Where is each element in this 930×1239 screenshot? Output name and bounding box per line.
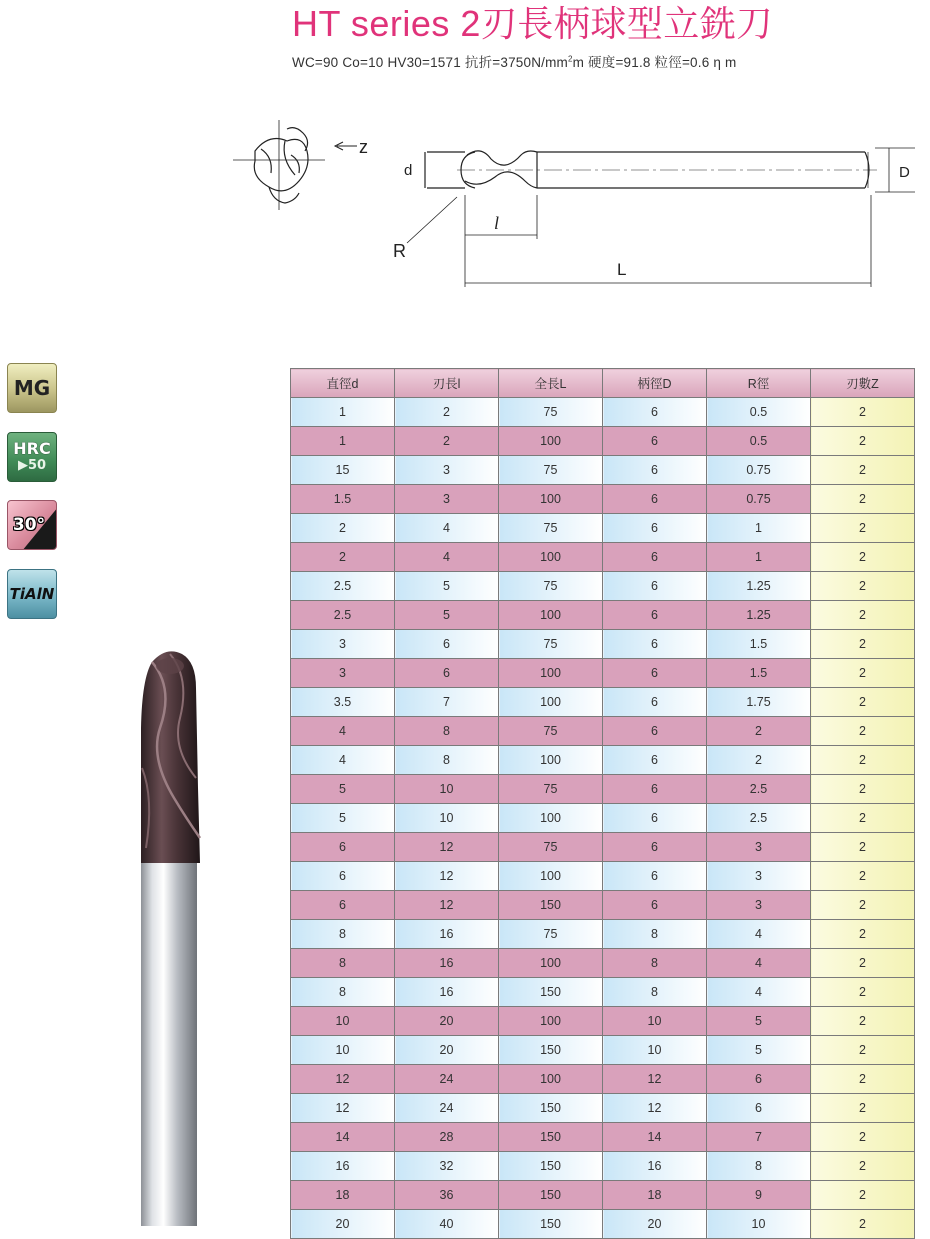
- shank-diameter-cell: 6: [603, 601, 707, 630]
- overall-length-cell: 100: [499, 659, 603, 688]
- flutes-cell: 2: [811, 833, 915, 862]
- end-mill-product-image: [130, 648, 210, 1228]
- column-header-shank-diameter: 柄徑D: [603, 369, 707, 398]
- hrc-badge-value: ▶50: [17, 458, 47, 473]
- overall-length-cell: 100: [499, 543, 603, 572]
- cutting-length-cell: 10: [395, 804, 499, 833]
- diameter-cell: 1: [291, 427, 395, 456]
- overall-length-cell: 150: [499, 891, 603, 920]
- table-row: [291, 1123, 915, 1152]
- cutting-length-cell: 16: [395, 978, 499, 1007]
- table-row: [291, 398, 915, 427]
- material-spec-line: [292, 51, 736, 71]
- flutes-cell: 2: [811, 427, 915, 456]
- shank-diameter-cell: 14: [603, 1123, 707, 1152]
- overall-length-cell: 150: [499, 1181, 603, 1210]
- overall-length-cell: 100: [499, 862, 603, 891]
- diameter-cell: 2.5: [291, 601, 395, 630]
- column-header-cutting-length: 刃長l: [395, 369, 499, 398]
- shank-diameter-cell: 6: [603, 746, 707, 775]
- radius-cell: 1: [707, 543, 811, 572]
- radius-cell: 4: [707, 978, 811, 1007]
- flutes-cell: 2: [811, 862, 915, 891]
- hrc-badge: [7, 432, 57, 482]
- diameter-cell: 12: [291, 1094, 395, 1123]
- flutes-cell: 2: [811, 514, 915, 543]
- material-spec-prefix: WC=90 Co=10 HV30=1571 抗折=3750N/mm: [292, 55, 568, 70]
- radius-cell: 0.5: [707, 427, 811, 456]
- table-row: [291, 630, 915, 659]
- radius-cell: 1.25: [707, 601, 811, 630]
- L-length-label: L: [617, 260, 627, 279]
- diameter-cell: 16: [291, 1152, 395, 1181]
- table-row: [291, 601, 915, 630]
- diameter-cell: 15: [291, 456, 395, 485]
- helix-angle-value: 30°: [12, 515, 46, 535]
- shank-diameter-cell: 6: [603, 543, 707, 572]
- material-spec-superscript: 2: [568, 54, 573, 64]
- overall-length-cell: 75: [499, 514, 603, 543]
- overall-length-cell: 100: [499, 1065, 603, 1094]
- diameter-cell: 1: [291, 398, 395, 427]
- radius-cell: 3: [707, 862, 811, 891]
- diameter-cell: 2: [291, 514, 395, 543]
- z-axis-label: z: [359, 137, 368, 157]
- cutting-length-cell: 16: [395, 920, 499, 949]
- cutting-length-cell: 20: [395, 1036, 499, 1065]
- shank-diameter-cell: 12: [603, 1065, 707, 1094]
- cutting-length-cell: 32: [395, 1152, 499, 1181]
- shank-diameter-cell: 18: [603, 1181, 707, 1210]
- cutting-length-cell: 7: [395, 688, 499, 717]
- flutes-cell: 2: [811, 920, 915, 949]
- radius-cell: 2.5: [707, 775, 811, 804]
- cutting-length-cell: 5: [395, 572, 499, 601]
- radius-cell: 2: [707, 746, 811, 775]
- diameter-cell: 10: [291, 1036, 395, 1065]
- shank-diameter-cell: 10: [603, 1036, 707, 1065]
- table-row: [291, 1036, 915, 1065]
- table-row: [291, 688, 915, 717]
- shank-diameter-cell: 6: [603, 630, 707, 659]
- flutes-cell: 2: [811, 1094, 915, 1123]
- shank-diameter-cell: 6: [603, 514, 707, 543]
- overall-length-cell: 100: [499, 949, 603, 978]
- flutes-cell: 2: [811, 775, 915, 804]
- flutes-cell: 2: [811, 804, 915, 833]
- flutes-cell: 2: [811, 1065, 915, 1094]
- table-row: [291, 1152, 915, 1181]
- shank-diameter-cell: 8: [603, 920, 707, 949]
- diameter-cell: 2.5: [291, 572, 395, 601]
- diameter-cell: 18: [291, 1181, 395, 1210]
- radius-cell: 3: [707, 833, 811, 862]
- cutting-length-cell: 8: [395, 746, 499, 775]
- flutes-cell: 2: [811, 659, 915, 688]
- overall-length-cell: 150: [499, 1094, 603, 1123]
- table-row: [291, 920, 915, 949]
- table-row: [291, 833, 915, 862]
- flutes-cell: 2: [811, 717, 915, 746]
- cutting-length-cell: 3: [395, 485, 499, 514]
- overall-length-cell: 150: [499, 1210, 603, 1239]
- diameter-cell: 8: [291, 949, 395, 978]
- overall-length-cell: 100: [499, 1007, 603, 1036]
- diameter-cell: 2: [291, 543, 395, 572]
- radius-cell: 1.25: [707, 572, 811, 601]
- d-dimension-label: d: [404, 162, 413, 179]
- overall-length-cell: 100: [499, 746, 603, 775]
- overall-length-cell: 150: [499, 978, 603, 1007]
- radius-cell: 0.5: [707, 398, 811, 427]
- overall-length-cell: 75: [499, 572, 603, 601]
- cutting-length-cell: 24: [395, 1065, 499, 1094]
- radius-cell: 2: [707, 717, 811, 746]
- radius-cell: 2.5: [707, 804, 811, 833]
- table-row: [291, 717, 915, 746]
- radius-cell: 5: [707, 1007, 811, 1036]
- overall-length-cell: 150: [499, 1036, 603, 1065]
- flutes-cell: 2: [811, 543, 915, 572]
- specification-table: [290, 368, 915, 1239]
- column-header-overall-length: 全長L: [499, 369, 603, 398]
- table-body: [291, 398, 915, 1239]
- cutting-length-cell: 6: [395, 659, 499, 688]
- radius-cell: 1.5: [707, 630, 811, 659]
- radius-cell: 1: [707, 514, 811, 543]
- cutting-length-cell: 10: [395, 775, 499, 804]
- diameter-cell: 12: [291, 1065, 395, 1094]
- diameter-cell: 3: [291, 659, 395, 688]
- shank-diameter-cell: 6: [603, 659, 707, 688]
- diameter-cell: 6: [291, 833, 395, 862]
- table-row: [291, 1094, 915, 1123]
- diameter-cell: 3: [291, 630, 395, 659]
- overall-length-cell: 75: [499, 920, 603, 949]
- shank-diameter-cell: 6: [603, 427, 707, 456]
- radius-cell: 1.5: [707, 659, 811, 688]
- flutes-cell: 2: [811, 1123, 915, 1152]
- table-row: [291, 862, 915, 891]
- radius-cell: 6: [707, 1094, 811, 1123]
- flutes-cell: 2: [811, 891, 915, 920]
- cutting-length-cell: 40: [395, 1210, 499, 1239]
- shank-diameter-cell: 6: [603, 485, 707, 514]
- diameter-cell: 8: [291, 920, 395, 949]
- cutting-length-cell: 16: [395, 949, 499, 978]
- material-spec-suffix: m 硬度=91.8 粒徑=0.6 η m: [572, 55, 737, 70]
- shank-diameter-cell: 16: [603, 1152, 707, 1181]
- radius-cell: 8: [707, 1152, 811, 1181]
- table-row: [291, 543, 915, 572]
- l-length-label: l: [494, 213, 500, 233]
- radius-cell: 5: [707, 1036, 811, 1065]
- shank-diameter-cell: 6: [603, 833, 707, 862]
- overall-length-cell: 150: [499, 1123, 603, 1152]
- page-title: HT series 2刃長柄球型立銑刀: [292, 3, 773, 44]
- side-view-drawing: [407, 148, 915, 287]
- flutes-cell: 2: [811, 485, 915, 514]
- column-header-flutes: 刃數Z: [811, 369, 915, 398]
- flutes-cell: 2: [811, 746, 915, 775]
- shank-diameter-cell: 6: [603, 862, 707, 891]
- table-row: [291, 659, 915, 688]
- shank-diameter-cell: 6: [603, 891, 707, 920]
- shank-diameter-cell: 6: [603, 775, 707, 804]
- flutes-cell: 2: [811, 1181, 915, 1210]
- cutting-length-cell: 12: [395, 862, 499, 891]
- table-row: [291, 1210, 915, 1239]
- end-view-drawing: [233, 120, 325, 210]
- cutting-length-cell: 8: [395, 717, 499, 746]
- flutes-cell: 2: [811, 1152, 915, 1181]
- overall-length-cell: 75: [499, 456, 603, 485]
- overall-length-cell: 100: [499, 601, 603, 630]
- flutes-cell: 2: [811, 688, 915, 717]
- table-row: [291, 949, 915, 978]
- radius-cell: 3: [707, 891, 811, 920]
- radius-cell: 9: [707, 1181, 811, 1210]
- diameter-cell: 1.5: [291, 485, 395, 514]
- flutes-cell: 2: [811, 456, 915, 485]
- R-radius-label: R: [393, 241, 406, 261]
- overall-length-cell: 100: [499, 804, 603, 833]
- diameter-cell: 6: [291, 862, 395, 891]
- table-row: [291, 1065, 915, 1094]
- table-row: [291, 891, 915, 920]
- flutes-cell: 2: [811, 601, 915, 630]
- shank-diameter-cell: 12: [603, 1094, 707, 1123]
- shank-diameter-cell: 6: [603, 804, 707, 833]
- flutes-cell: 2: [811, 630, 915, 659]
- column-header-diameter: 直徑d: [291, 369, 395, 398]
- column-header-radius: R徑: [707, 369, 811, 398]
- table-row: [291, 775, 915, 804]
- overall-length-cell: 100: [499, 427, 603, 456]
- diameter-cell: 14: [291, 1123, 395, 1152]
- table-row: [291, 804, 915, 833]
- table-header-row: [291, 369, 915, 398]
- cutting-length-cell: 28: [395, 1123, 499, 1152]
- D-dimension-label: D: [899, 164, 910, 181]
- diameter-cell: 5: [291, 804, 395, 833]
- mg-badge: MG: [7, 363, 57, 413]
- shank-diameter-cell: 20: [603, 1210, 707, 1239]
- overall-length-cell: 75: [499, 775, 603, 804]
- diameter-cell: 5: [291, 775, 395, 804]
- flutes-cell: 2: [811, 978, 915, 1007]
- shank-diameter-cell: 6: [603, 688, 707, 717]
- flutes-cell: 2: [811, 1210, 915, 1239]
- flutes-cell: 2: [811, 1036, 915, 1065]
- table-row: [291, 746, 915, 775]
- cutting-length-cell: 2: [395, 427, 499, 456]
- overall-length-cell: 75: [499, 717, 603, 746]
- cutting-length-cell: 3: [395, 456, 499, 485]
- diameter-cell: 6: [291, 891, 395, 920]
- table-row: [291, 572, 915, 601]
- table-row: [291, 427, 915, 456]
- shank-diameter-cell: 6: [603, 572, 707, 601]
- shank-diameter-cell: 8: [603, 978, 707, 1007]
- table-row: [291, 514, 915, 543]
- cutting-length-cell: 12: [395, 891, 499, 920]
- flutes-cell: 2: [811, 1007, 915, 1036]
- radius-cell: 0.75: [707, 485, 811, 514]
- overall-length-cell: 75: [499, 833, 603, 862]
- cutting-length-cell: 4: [395, 514, 499, 543]
- overall-length-cell: 75: [499, 630, 603, 659]
- shank-diameter-cell: 10: [603, 1007, 707, 1036]
- flutes-cell: 2: [811, 572, 915, 601]
- cutting-length-cell: 4: [395, 543, 499, 572]
- radius-cell: 4: [707, 920, 811, 949]
- helix-angle-badge: [7, 500, 57, 550]
- shank-diameter-cell: 6: [603, 717, 707, 746]
- overall-length-cell: 100: [499, 688, 603, 717]
- shank-diameter-cell: 8: [603, 949, 707, 978]
- cutting-length-cell: 20: [395, 1007, 499, 1036]
- cutting-length-cell: 36: [395, 1181, 499, 1210]
- radius-cell: 4: [707, 949, 811, 978]
- diameter-cell: 4: [291, 746, 395, 775]
- diameter-cell: 4: [291, 717, 395, 746]
- coating-badge: TiAlN: [7, 569, 57, 619]
- diameter-cell: 8: [291, 978, 395, 1007]
- cutting-length-cell: 5: [395, 601, 499, 630]
- cutting-length-cell: 6: [395, 630, 499, 659]
- cutting-length-cell: 12: [395, 833, 499, 862]
- radius-cell: 0.75: [707, 456, 811, 485]
- radius-cell: 7: [707, 1123, 811, 1152]
- table-row: [291, 485, 915, 514]
- diameter-cell: 3.5: [291, 688, 395, 717]
- diameter-cell: 20: [291, 1210, 395, 1239]
- table-row: [291, 1181, 915, 1210]
- table-row: [291, 456, 915, 485]
- hrc-badge-label: HRC: [13, 439, 51, 458]
- table-row: [291, 1007, 915, 1036]
- overall-length-cell: 100: [499, 485, 603, 514]
- table-row: [291, 978, 915, 1007]
- radius-cell: 6: [707, 1065, 811, 1094]
- radius-cell: 1.75: [707, 688, 811, 717]
- diameter-cell: 10: [291, 1007, 395, 1036]
- overall-length-cell: 150: [499, 1152, 603, 1181]
- cutting-length-cell: 2: [395, 398, 499, 427]
- end-mill-technical-drawing: [225, 115, 925, 295]
- flutes-cell: 2: [811, 398, 915, 427]
- cutting-length-cell: 24: [395, 1094, 499, 1123]
- shank-diameter-cell: 6: [603, 456, 707, 485]
- radius-cell: 10: [707, 1210, 811, 1239]
- flutes-cell: 2: [811, 949, 915, 978]
- overall-length-cell: 75: [499, 398, 603, 427]
- shank-diameter-cell: 6: [603, 398, 707, 427]
